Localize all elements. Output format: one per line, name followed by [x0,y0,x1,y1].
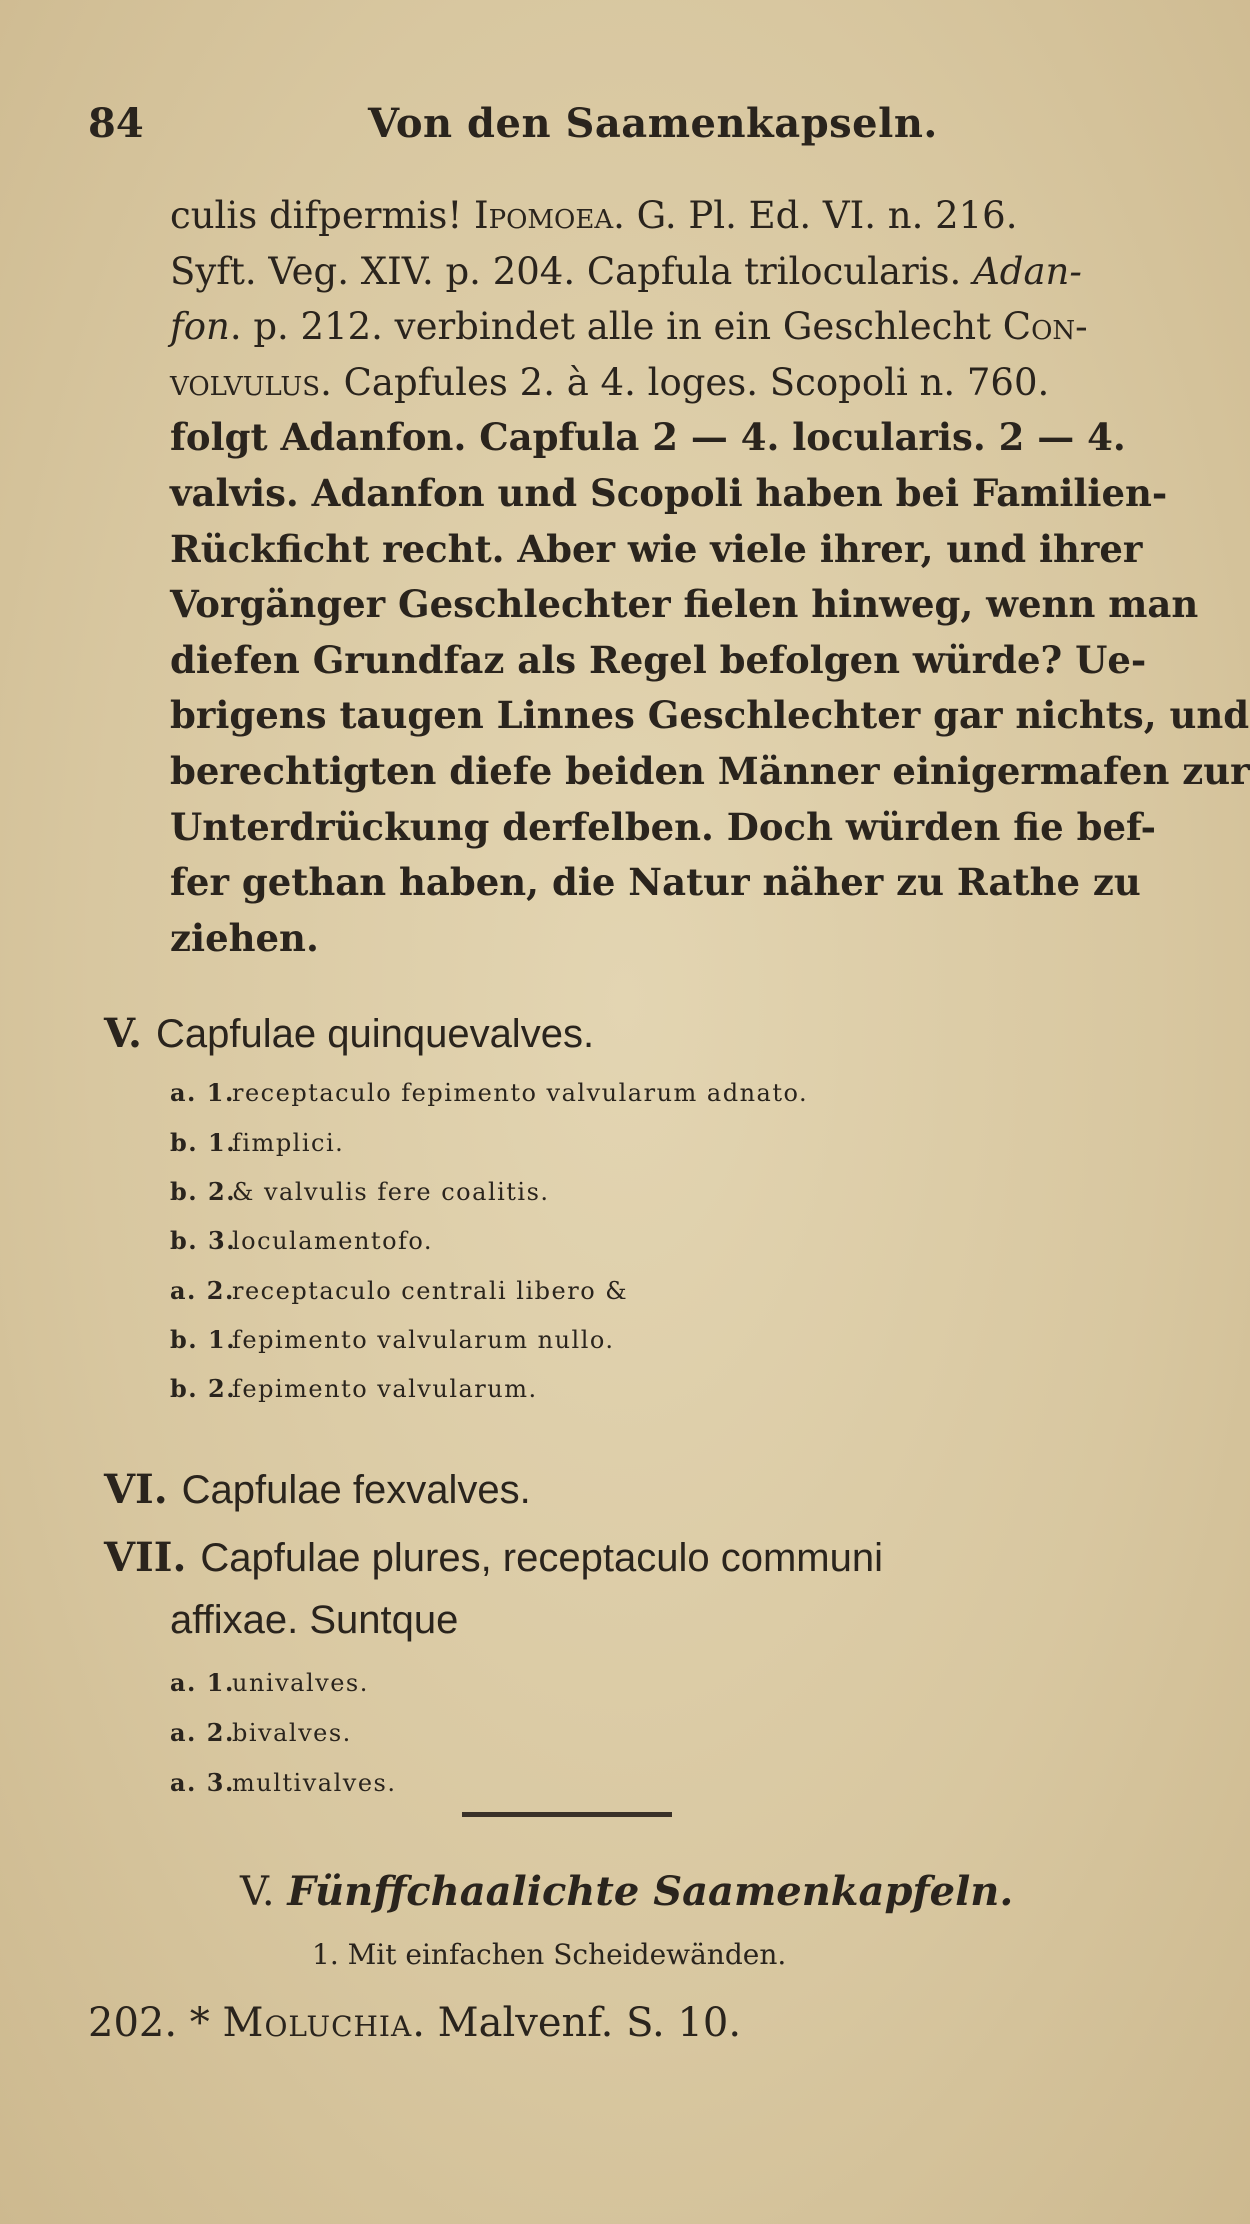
text-line: Vorgänger Geschlechter fielen hinweg, wenn man [170,582,1199,627]
section-v-heading [104,1010,594,1057]
section-numeral: V. [104,1010,142,1057]
genus-name: Moluchia [222,2000,413,2046]
section-vii-heading-continued: affixae. Suntque [170,1598,459,1642]
page-header [88,100,1073,160]
section-title: Capfulae plures, receptaculo communi [200,1536,883,1580]
text-line: brigens taugen Linnes Geschlechter gar nichts, und [170,693,1250,738]
chapter-title: Fünffchaalichte Saamenkapfeln. [287,1868,1014,1915]
text-line: ziehen. [170,915,319,960]
page-number: 84 [88,100,144,147]
subheading: 1. Mit einfachen Scheidewänden. [312,1938,787,1971]
text-line: Rückficht recht. Aber wie viele ihrer, und ihrer [170,526,1143,571]
text-line: culis difpermis! Ipomoea. G. Pl. Ed. VI. n. 216. [170,194,1018,237]
genus-entry [88,2000,741,2046]
section-title: Capfulae fexvalves. [181,1468,531,1512]
list-item: b. 3.loculamentofo. [170,1226,434,1255]
text-line: Unterdrückung derfelben. Doch würden fie bef- [170,804,1156,849]
entry-star: * [189,2000,210,2046]
section-numeral: VII. [104,1534,187,1581]
list-item: a. 2.bivalves. [170,1718,352,1747]
list-item: b. 1.fimplici. [170,1128,345,1157]
entry-text: . Malvenf. S. 10. [412,2000,742,2046]
list-item: b. 2.& valvulis fere coalitis. [170,1177,550,1206]
text-line: fer gethan haben, die Natur näher zu Rathe zu [170,860,1141,905]
section-divider [462,1812,672,1817]
entry-number: 202. [88,2000,178,2046]
chapter-numeral: V. [240,1869,275,1915]
section-title: Capfulae quinquevalves. [155,1012,595,1056]
text-line: Syft. Veg. XIV. p. 204. Capfula trilocularis. Adan- [170,249,1082,293]
text-line: volvulus. Capfules 2. à 4. loges. Scopoli n. 760. [170,360,1050,404]
list-item: a. 2.receptaculo centrali libero & [170,1276,629,1305]
section-numeral: VI. [104,1466,168,1513]
text-line: fon. p. 212. verbindet alle in ein Geschlecht Con- [170,305,1088,349]
text-line: valvis. Adanfon und Scopoli haben bei Familien- [170,470,1168,515]
section-vii-heading [104,1534,883,1581]
running-head: Von den Saamenkapseln. [368,100,938,147]
text-line: folgt Adanfon. Capfula 2 — 4. locularis. 2 — 4. [170,415,1126,460]
list-item: b. 1.fepimento valvularum nullo. [170,1325,615,1354]
list-item: a. 1.univalves. [170,1668,369,1697]
section-vi-heading [104,1466,531,1513]
list-item: b. 2.fepimento valvularum. [170,1374,538,1403]
text-line: berechtigten diefe beiden Männer einigermafen zur [170,748,1250,793]
chapter-heading [240,1868,1013,1915]
text-line: diefen Grundfaz als Regel befolgen würde? Ue- [170,637,1147,682]
list-item: a. 3.multivalves. [170,1768,397,1797]
body-paragraph [170,188,1250,966]
list-item: a. 1.receptaculo fepimento valvularum adnato. [170,1078,809,1107]
